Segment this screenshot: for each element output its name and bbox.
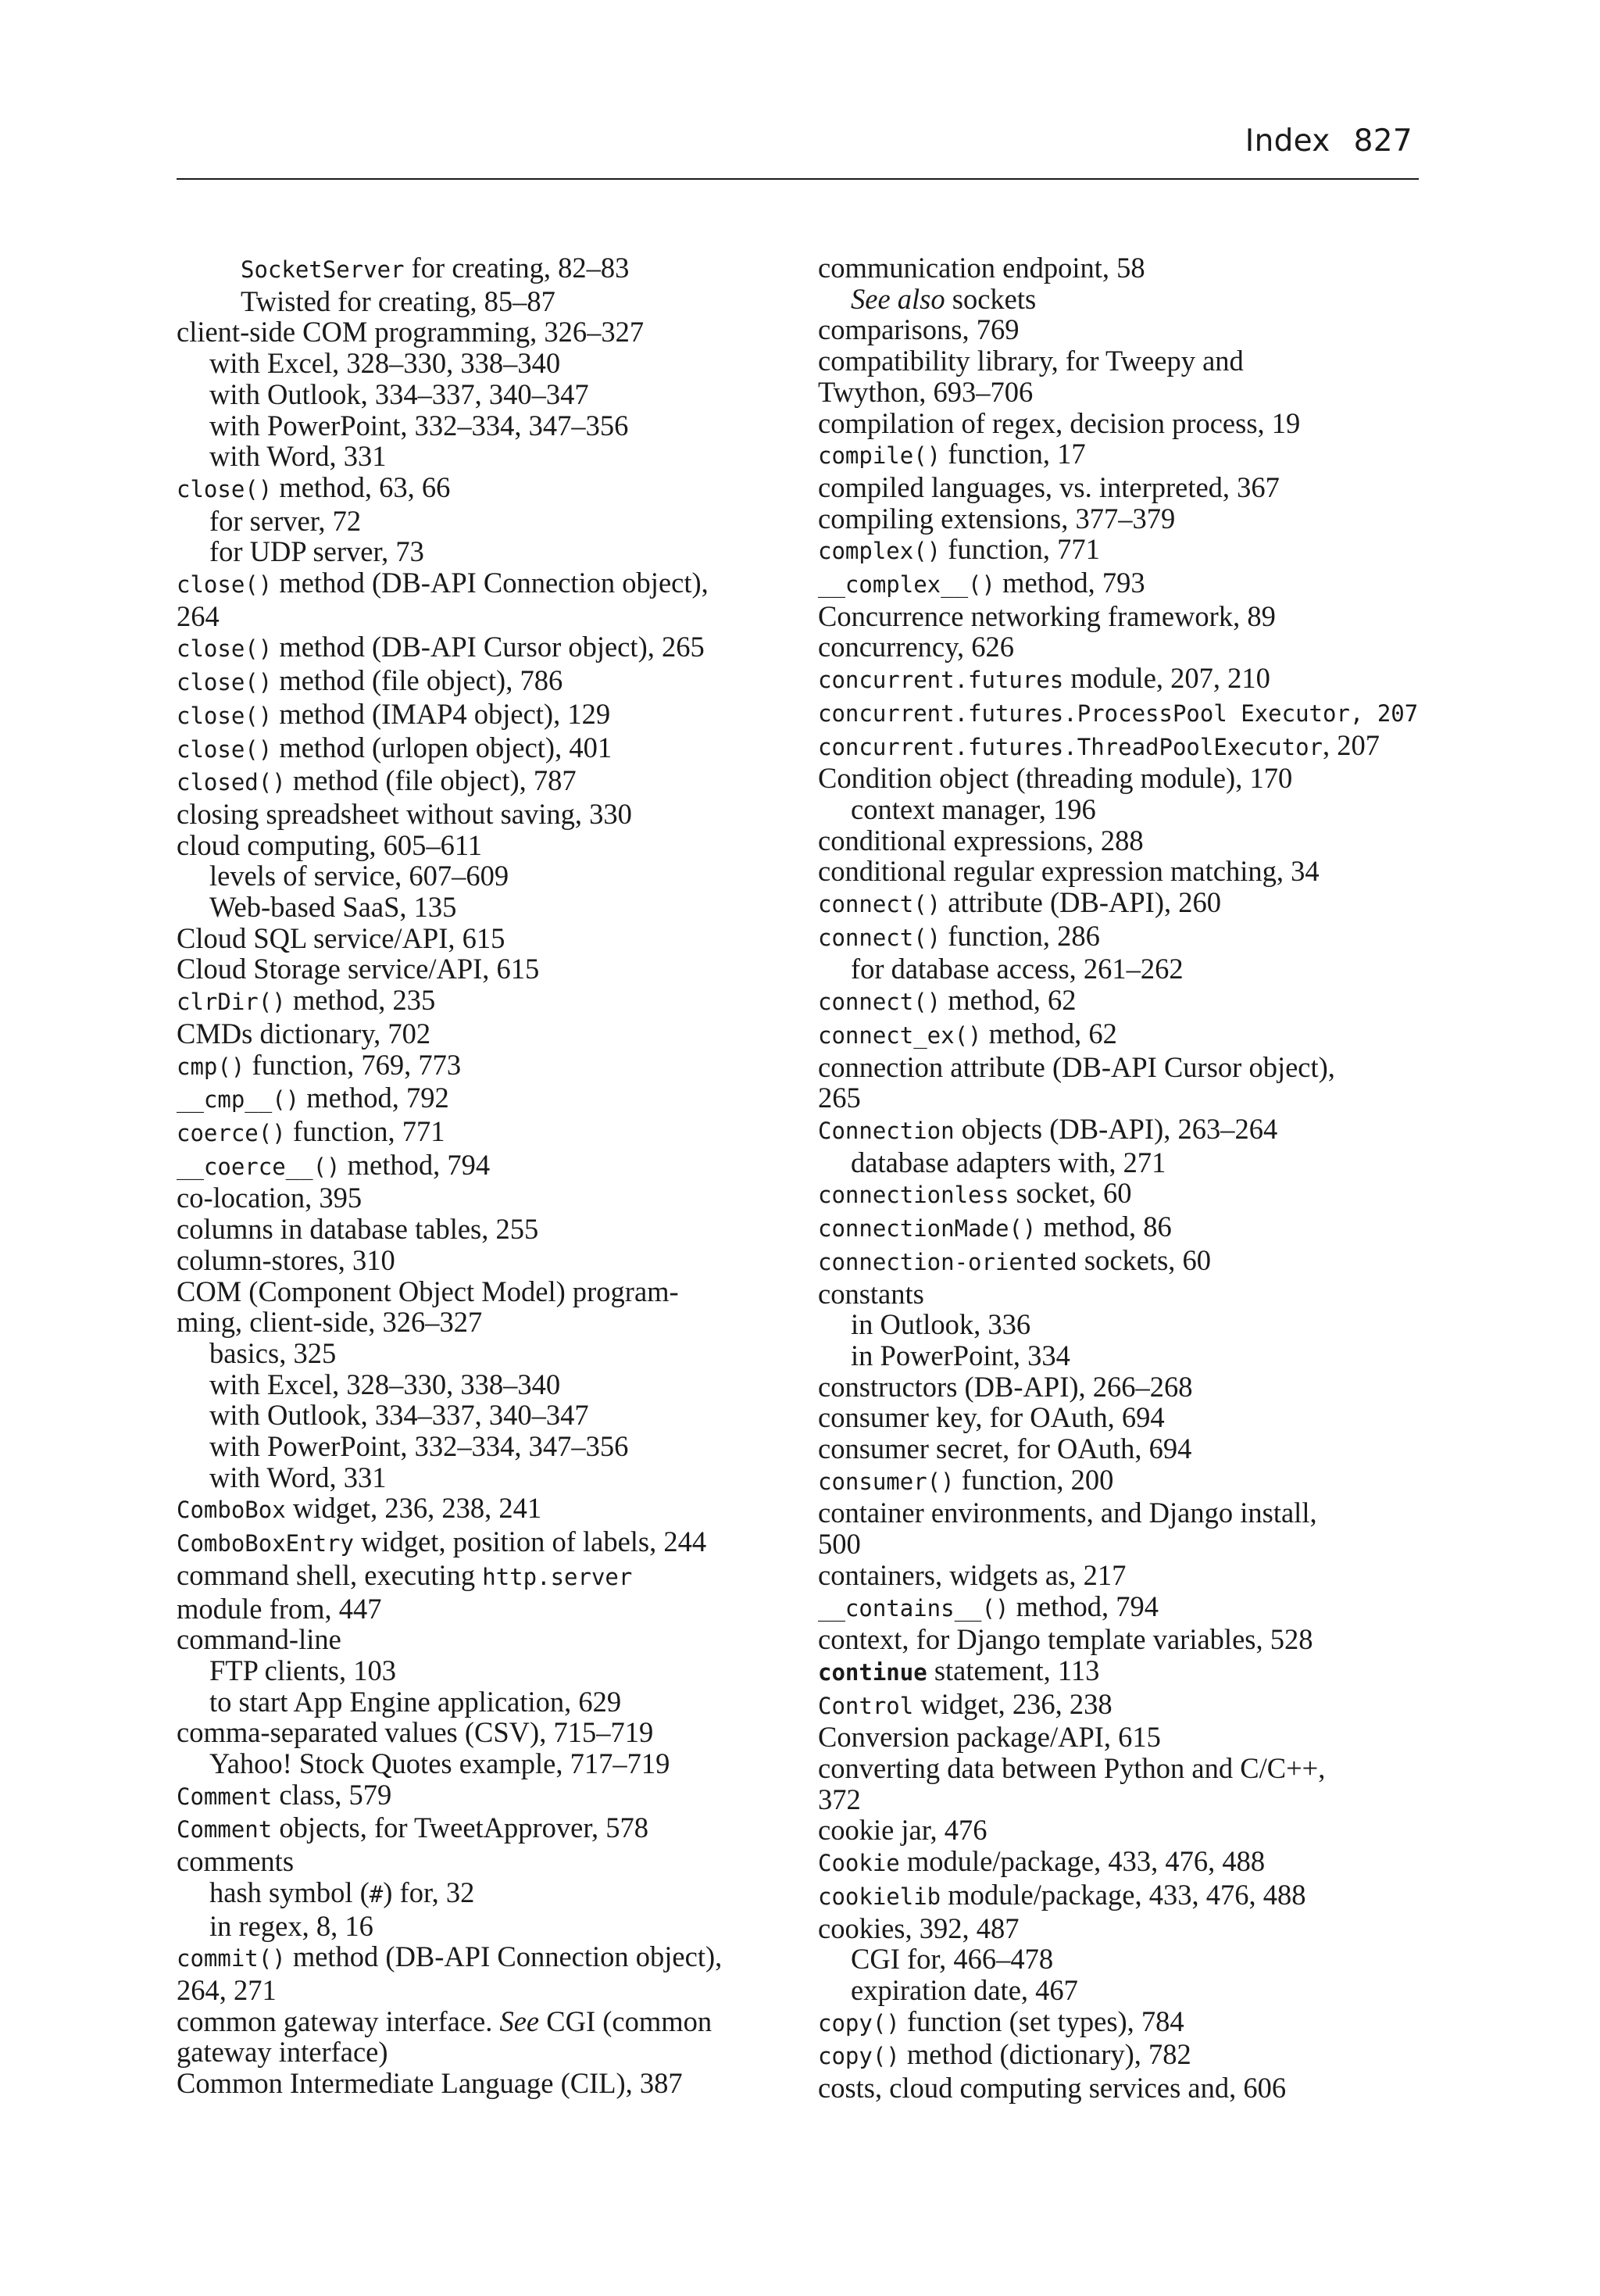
code-term: continue [818, 1658, 927, 1686]
index-entry-continuation [177, 601, 786, 632]
index-subentry [177, 1462, 786, 1493]
code-term: coerce() [177, 1119, 286, 1146]
index-entry [818, 887, 1427, 921]
entry-text: widget, 236, 238 [913, 1687, 1112, 1720]
entry-text: to start App Engine application, 629 [209, 1685, 622, 1718]
entry-text: class, 579 [272, 1778, 392, 1811]
entry-text: context, for Django template variables, 528 [818, 1623, 1313, 1656]
index-entry [818, 1052, 1427, 1083]
code-term: Cookie [818, 1850, 900, 1877]
index-subentry [177, 1655, 786, 1686]
entry-text: connection attribute (DB-API Cursor object), [818, 1050, 1335, 1083]
entry-text: context manager, 196 [851, 792, 1096, 825]
code-term: Comment [177, 1783, 273, 1810]
entry-text: Conversion package/API, 615 [818, 1721, 1161, 1754]
index-subentry [818, 953, 1427, 985]
entry-text: expiration date, 467 [851, 1973, 1078, 2006]
code-term: close() [177, 635, 273, 663]
code-term: copy() [818, 2009, 900, 2037]
entry-text: method, 792 [299, 1082, 449, 1114]
index-entry [818, 1279, 1427, 1310]
index-entry [177, 2068, 786, 2099]
entry-text: method (file object), 786 [272, 664, 563, 697]
index-entry [818, 763, 1427, 794]
code-term: connect() [818, 989, 941, 1016]
entry-text: containers, widgets as, 217 [818, 1558, 1127, 1591]
code-term: cmp() [177, 1053, 245, 1080]
index-entry [177, 472, 786, 506]
code-term: complex() [818, 538, 941, 565]
entry-text: module/package, 433, 476, 488 [899, 1845, 1266, 1878]
index-entry [818, 472, 1427, 503]
index-entry-continuation [177, 1975, 786, 2006]
index-entry [177, 1245, 786, 1276]
code-term: connectionMade() [818, 1215, 1037, 1243]
index-subentry [177, 379, 786, 410]
entry-text: widget, position of labels, 244 [353, 1525, 707, 1558]
entry-text: cloud computing, 605–611 [177, 828, 482, 861]
entry-text: , 207 [1323, 728, 1380, 761]
index-entry [818, 1211, 1427, 1245]
entry-text: with Outlook, 334–337, 340–347 [209, 1399, 589, 1432]
entry-text: FTP clients, 103 [209, 1654, 396, 1686]
entry-text: with Excel, 328–330, 338–340 [209, 347, 561, 380]
index-entry [818, 921, 1427, 954]
entry-text: method (DB-API Connection object), [272, 567, 709, 599]
code-term: __cmp__() [177, 1086, 300, 1114]
code-term: concurrent.futures.ProcessPool Executor, 207 [818, 699, 1419, 727]
index-entry [177, 923, 786, 954]
index-entry [818, 1402, 1427, 1433]
entry-text: levels of service, 607–609 [209, 860, 509, 892]
index-entry [818, 1591, 1427, 1625]
entry-text: method (dictionary), 782 [899, 2038, 1191, 2071]
entry-text: See also [851, 282, 945, 315]
index-entry [818, 408, 1427, 439]
index-column-left [177, 252, 786, 2099]
entry-text: compilation of regex, decision process, 19 [818, 406, 1301, 439]
index-entry [177, 985, 786, 1018]
index-entry [818, 1689, 1427, 1722]
code-term: compile() [818, 442, 941, 470]
index-entry [818, 438, 1427, 472]
code-term: # [369, 1880, 384, 1908]
index-entry [818, 1722, 1427, 1753]
index-entry [177, 1812, 786, 1846]
entry-text: sockets, 60 [1077, 1243, 1212, 1276]
entry-text: compatibility library, for Tweepy and [818, 345, 1244, 377]
entry-text: constants [818, 1277, 924, 1310]
entry-text: Cloud SQL service/API, 615 [177, 921, 505, 954]
index-entry [177, 1150, 786, 1183]
index-subentry [177, 1431, 786, 1462]
entry-text: costs, cloud computing services and, 606 [818, 2072, 1287, 2105]
entry-text: method (urlopen object), 401 [272, 731, 612, 764]
entry-text: statement, 113 [927, 1654, 1100, 1686]
page-number: 827 [1353, 123, 1412, 159]
index-subentry [177, 1686, 786, 1718]
index-subentry [177, 410, 786, 442]
entry-text: communication endpoint, 58 [818, 252, 1145, 284]
index-subentry [818, 794, 1427, 825]
index-entry [177, 1779, 786, 1813]
entry-text: with Word, 331 [209, 440, 387, 473]
entry-text: consumer key, for OAuth, 694 [818, 1401, 1165, 1434]
code-term: clrDir() [177, 989, 286, 1016]
entry-text: widget, 236, 238, 241 [285, 1492, 542, 1525]
index-entry [818, 503, 1427, 535]
code-term: connection-oriented [818, 1248, 1077, 1275]
entry-text: attribute (DB-API), 260 [941, 886, 1221, 919]
index-entry-continuation [177, 2037, 786, 2068]
index-entry [177, 317, 786, 348]
index-subentry [177, 860, 786, 892]
entry-text: method (IMAP4 object), 129 [272, 697, 611, 730]
entry-text: in regex, 8, 16 [209, 1909, 373, 1942]
entry-text: method, 235 [285, 984, 436, 1017]
code-term: __contains__() [818, 1594, 1009, 1622]
index-entry [818, 1114, 1427, 1147]
index-entry [818, 1624, 1427, 1655]
index-entry [818, 985, 1427, 1018]
entry-text: module/package, 433, 476, 488 [941, 1878, 1306, 1911]
index-entry [818, 1879, 1427, 1913]
entry-text: comments [177, 1845, 295, 1878]
index-entry [177, 2006, 786, 2037]
entry-text: method (DB-API Cursor object), 265 [272, 631, 705, 663]
index-entry-continuation [177, 1307, 786, 1338]
entry-text: socket, 60 [1009, 1177, 1132, 1210]
entry-text: constructors (DB-API), 266–268 [818, 1370, 1193, 1403]
entry-text: for server, 72 [209, 504, 362, 537]
index-entry [177, 1276, 786, 1307]
index-entry [177, 1082, 786, 1116]
entry-text: method, 63, 66 [272, 470, 451, 503]
entry-text: with Outlook, 334–337, 340–347 [209, 377, 589, 410]
code-term: connectionless [818, 1182, 1009, 1209]
entry-text: objects (DB-API), 263–264 [954, 1112, 1278, 1145]
code-term: Comment [177, 1816, 273, 1844]
index-entry [818, 1178, 1427, 1211]
index-entry [177, 567, 786, 601]
index-entry [818, 2039, 1427, 2072]
index-entry [818, 1433, 1427, 1465]
index-entry [177, 1560, 786, 1593]
entry-text: 372 [818, 1783, 861, 1815]
index-entry [818, 601, 1427, 632]
entry-text: for creating, 82–83 [404, 252, 630, 284]
entry-text: conditional regular expression matching, 34 [818, 855, 1320, 888]
entry-text: CGI (common [539, 2005, 712, 2037]
entry-text: method (file object), 787 [285, 764, 577, 797]
entry-text: CMDs dictionary, 702 [177, 1017, 431, 1050]
entry-text: method, 62 [941, 984, 1077, 1017]
entry-text: compiled languages, vs. interpreted, 367 [818, 470, 1280, 503]
code-term: http.server [482, 1563, 633, 1590]
entry-text: Common Intermediate Language (CIL), 387 [177, 2067, 683, 2100]
index-entry [177, 1493, 786, 1526]
entry-text: basics, 325 [209, 1336, 337, 1369]
entry-text: function, 200 [954, 1463, 1114, 1496]
index-entry [177, 1941, 786, 1975]
code-term: ComboBox [177, 1497, 286, 1524]
code-term: copy() [818, 2043, 900, 2070]
entry-text: ) for, 32 [383, 1876, 475, 1908]
index-entry [177, 1717, 786, 1748]
entry-text: command shell, executing [177, 1558, 483, 1591]
index-entry [818, 856, 1427, 887]
index-entry-continuation [818, 377, 1427, 408]
index-entry [177, 1116, 786, 1150]
code-term: connect_ex() [818, 1021, 982, 1049]
code-term: __coerce__() [177, 1153, 341, 1180]
index-entry [177, 953, 786, 985]
index-column-right [818, 252, 1427, 2104]
entry-text: objects, for TweetApprover, 578 [272, 1811, 649, 1844]
entry-text: for database access, 261–262 [851, 953, 1184, 985]
index-entry [177, 732, 786, 766]
entry-text: Cloud Storage service/API, 615 [177, 953, 540, 985]
entry-text: sockets [945, 282, 1037, 315]
entry-text: client-side COM programming, 326–327 [177, 316, 645, 349]
code-term: __complex__() [818, 571, 995, 599]
entry-text: in Outlook, 336 [851, 1308, 1031, 1341]
entry-text: CGI for, 466–478 [851, 1943, 1054, 1976]
index-entry [818, 631, 1427, 663]
entry-text: with PowerPoint, 332–334, 347–356 [209, 409, 629, 442]
code-term: connect() [818, 891, 941, 918]
index-entry [818, 1655, 1427, 1689]
code-term: concurrent.futures.ThreadPoolExecutor [818, 733, 1323, 760]
index-subentry [177, 1400, 786, 1431]
index-entry [818, 534, 1427, 567]
index-entry [818, 1372, 1427, 1403]
index-entry-continuation [818, 1529, 1427, 1560]
entry-text: command-line [177, 1623, 341, 1656]
code-term: SocketServer [241, 256, 405, 283]
index-entry [177, 765, 786, 799]
entry-text: common gateway interface. [177, 2005, 500, 2037]
entry-text: converting data between Python and C/C++, [818, 1752, 1326, 1785]
index-entry [818, 2006, 1427, 2040]
entry-text: See [499, 2005, 540, 2037]
entry-text: COM (Component Object Model) program- [177, 1275, 679, 1307]
entry-text: function, 771 [941, 533, 1100, 566]
index-subentry [177, 441, 786, 472]
entry-text: cookie jar, 476 [818, 1814, 988, 1847]
index-entry [177, 1214, 786, 1245]
index-subentry [177, 1877, 786, 1911]
index-subentry [177, 1369, 786, 1400]
entry-text: concurrency, 626 [818, 631, 1014, 663]
entry-text: 264 [177, 599, 220, 632]
index-entry [818, 1815, 1427, 1846]
entry-text: Web-based SaaS, 135 [209, 891, 457, 924]
index-entry [818, 1018, 1427, 1052]
entry-text: Twisted for creating, 85–87 [241, 284, 555, 317]
entry-text: with Word, 331 [209, 1461, 387, 1493]
code-term: close() [177, 735, 273, 763]
index-entry [177, 665, 786, 699]
code-term: cookielib [818, 1883, 941, 1910]
entry-text: conditional expressions, 288 [818, 824, 1144, 857]
index-subentry [177, 536, 786, 567]
entry-text: Condition object (threading module), 170 [818, 762, 1293, 795]
entry-text: function (set types), 784 [899, 2005, 1184, 2037]
code-term: concurrent.futures [818, 667, 1064, 694]
index-entry [818, 825, 1427, 857]
entry-text: closing spreadsheet without saving, 330 [177, 797, 632, 830]
index-subentry [177, 892, 786, 923]
entry-text: with Excel, 328–330, 338–340 [209, 1368, 561, 1400]
index-entry [818, 2072, 1427, 2104]
index-entry [818, 252, 1427, 284]
entry-text: with PowerPoint, 332–334, 347–356 [209, 1430, 629, 1463]
entry-text: comparisons, 769 [818, 313, 1020, 346]
entry-text: gateway interface) [177, 2036, 388, 2069]
entry-text: function, 769, 773 [245, 1048, 462, 1081]
code-term: ComboBoxEntry [177, 1530, 354, 1557]
index-subentry [177, 1338, 786, 1369]
index-entry-continuation [818, 1082, 1427, 1114]
index-entry [818, 1465, 1427, 1498]
index-entry [818, 1497, 1427, 1529]
code-term: connect() [818, 924, 941, 951]
index-subentry [818, 284, 1427, 315]
index-entry-continuation [177, 1593, 786, 1625]
entry-text: module, 207, 210 [1063, 662, 1270, 695]
index-entry [818, 345, 1427, 377]
entry-text: Twython, 693–706 [818, 375, 1034, 408]
code-term: consumer() [818, 1468, 955, 1495]
index-entry [818, 1560, 1427, 1591]
index-entry [177, 699, 786, 732]
index-entry [177, 799, 786, 830]
index-entry [818, 567, 1427, 601]
entry-text: database adapters with, 271 [851, 1146, 1166, 1178]
entry-text: co-location, 395 [177, 1182, 362, 1214]
index-subentry [177, 1748, 786, 1779]
index-entry [818, 1846, 1427, 1879]
entry-text: module from, 447 [177, 1592, 382, 1625]
code-term: commit() [177, 1945, 286, 1972]
header-rule [177, 178, 1419, 180]
entry-text: for UDP server, 73 [209, 535, 424, 568]
index-entry [818, 1913, 1427, 1944]
entry-text: cookies, 392, 487 [818, 1912, 1020, 1944]
entry-text: method, 86 [1036, 1211, 1172, 1243]
index-entry [177, 1018, 786, 1050]
index-subentry [818, 1975, 1427, 2006]
index-entry [177, 1182, 786, 1214]
code-term: close() [177, 475, 273, 502]
index-subentry [177, 348, 786, 379]
index-entry [177, 1050, 786, 1083]
code-term: closed() [177, 769, 286, 796]
index-subentry [177, 252, 786, 286]
entry-text: compiling extensions, 377–379 [818, 502, 1176, 535]
entry-text: function, 17 [941, 438, 1086, 470]
index-subentry [818, 1147, 1427, 1178]
index-subentry [177, 1911, 786, 1942]
index-entry [818, 696, 1427, 730]
entry-text: in PowerPoint, 334 [851, 1339, 1070, 1372]
entry-text: column-stores, 310 [177, 1243, 395, 1276]
entry-text: 264, 271 [177, 1973, 277, 2006]
code-term: Control [818, 1692, 914, 1719]
entry-text: method, 793 [995, 567, 1145, 599]
entry-text: method, 794 [340, 1148, 491, 1181]
entry-text: container environments, and Django install, [818, 1497, 1317, 1529]
entry-text: 500 [818, 1528, 861, 1561]
index-subentry [177, 286, 786, 317]
entry-text: comma-separated values (CSV), 715–719 [177, 1716, 654, 1749]
index-entry [177, 830, 786, 861]
index-entry [818, 663, 1427, 696]
code-term: close() [177, 669, 273, 696]
code-term: close() [177, 571, 273, 599]
section-title: Index [1245, 123, 1330, 159]
index-entry [818, 730, 1427, 764]
index-entry [818, 1245, 1427, 1279]
entry-text: consumer secret, for OAuth, 694 [818, 1432, 1192, 1465]
code-term: Connection [818, 1117, 955, 1144]
index-subentry [177, 506, 786, 537]
entry-text: method, 62 [981, 1017, 1117, 1050]
entry-text: method, 794 [1009, 1590, 1159, 1622]
entry-text: columns in database tables, 255 [177, 1213, 539, 1246]
index-entry [177, 631, 786, 665]
entry-text: Concurrence networking framework, 89 [818, 599, 1276, 632]
entry-text: hash symbol ( [209, 1876, 370, 1908]
entry-text: function, 286 [941, 919, 1100, 952]
code-term: close() [177, 702, 273, 729]
index-subentry [818, 1309, 1427, 1340]
index-subentry [818, 1944, 1427, 1975]
entry-text: ming, client-side, 326–327 [177, 1306, 483, 1339]
running-head [1245, 123, 1412, 159]
entry-text: function, 771 [285, 1114, 445, 1147]
entry-text: 265 [818, 1082, 861, 1114]
entry-text: Yahoo! Stock Quotes example, 717–719 [209, 1747, 670, 1780]
index-subentry [818, 1340, 1427, 1372]
index-entry [177, 1846, 786, 1877]
index-entry [177, 1526, 786, 1560]
index-entry-continuation [818, 1784, 1427, 1815]
entry-text: method (DB-API Connection object), [285, 1940, 723, 1973]
index-entry [177, 1624, 786, 1655]
index-entry [818, 314, 1427, 345]
index-entry [818, 1753, 1427, 1784]
